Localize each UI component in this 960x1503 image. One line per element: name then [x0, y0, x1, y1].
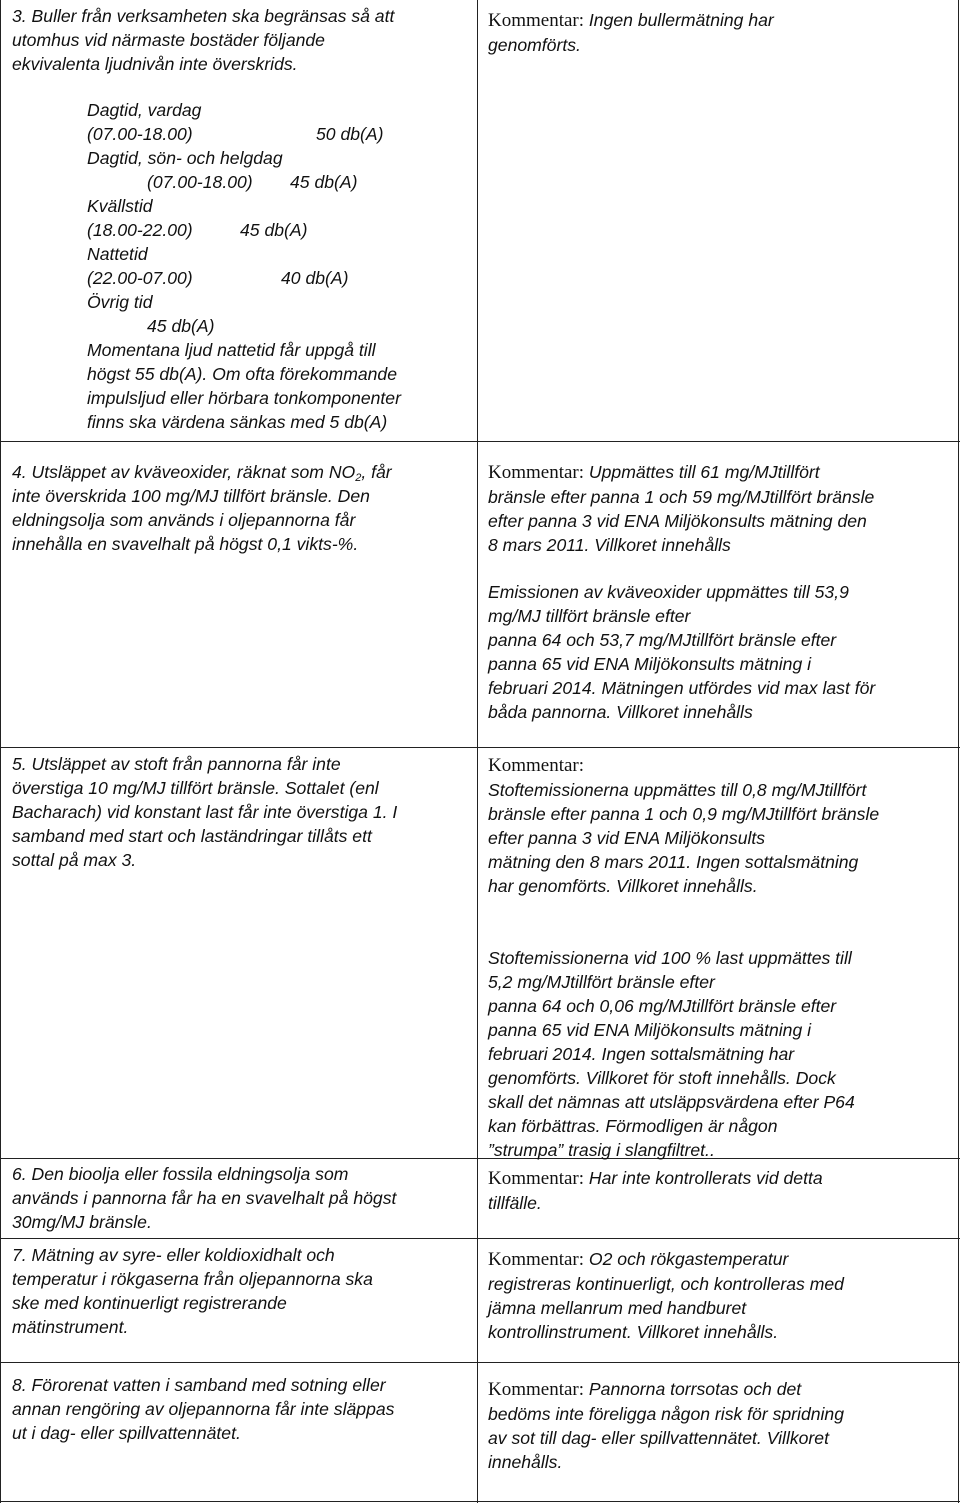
comment-line: båda pannorna. Villkoret innehålls	[488, 702, 753, 722]
comment-line: mätning den 8 mars 2011. Ingen sottalsmätning	[488, 852, 859, 872]
condition-line: temperatur i rökgaserna från oljepannorna ska	[12, 1269, 373, 1289]
comment-text: Ingen bullermätning har	[588, 10, 774, 30]
condition-line: samband med start och laständringar tillåts ett	[12, 826, 372, 846]
row-divider	[0, 747, 960, 748]
comment-label: Kommentar:	[488, 755, 585, 776]
condition-line: 8. Förorenat vatten i samband med sotning eller	[12, 1375, 386, 1395]
condition-8	[12, 1373, 472, 1445]
level-time: (18.00-22.00)	[87, 220, 193, 240]
comment-line: har genomförts. Villkoret innehålls.	[488, 876, 758, 896]
comment-7	[488, 1247, 950, 1344]
comment-line: Stoftemissionerna vid 100 % last uppmättes till	[488, 948, 852, 968]
comment-text: Pannorna torrsotas och det	[588, 1379, 802, 1399]
comment-line: tillfälle.	[488, 1193, 542, 1213]
noise-note	[87, 338, 472, 434]
comment-line: februari 2014. Ingen sottalsmätning har	[488, 1044, 795, 1064]
level-value: 40 db(A)	[281, 268, 349, 288]
condition-line: ekvivalenta ljudnivån inte överskrids.	[12, 54, 298, 74]
level-label: Dagtid, sön- och helgdag	[87, 148, 283, 168]
level-label: Dagtid, vardag	[87, 100, 202, 120]
level-label: Kvällstid	[87, 196, 153, 216]
comment-line: bränsle efter panna 1 och 59 mg/MJtillfört bränsle	[488, 487, 875, 507]
table-border-right	[958, 0, 959, 1503]
condition-line: utomhus vid närmaste bostäder följande	[12, 30, 325, 50]
note-line: impulsljud eller hörbara tonkomponenter	[87, 388, 401, 408]
condition-line: annan rengöring av oljepannorna får inte släppas	[12, 1399, 395, 1419]
comment-line: bränsle efter panna 1 och 0,9 mg/MJtillfört bränsle	[488, 804, 880, 824]
note-line: Momentana ljud nattetid får uppgå till	[87, 340, 376, 360]
condition-line: 7. Mätning av syre- eller koldioxidhalt och	[12, 1245, 335, 1265]
condition-line: mätinstrument.	[12, 1317, 129, 1337]
comment-5	[488, 754, 950, 898]
comment-4	[488, 460, 950, 557]
condition-line: 5. Utsläppet av stoft från pannorna får inte	[12, 754, 341, 774]
comment-line: mg/MJ tillfört bränsle efter	[488, 606, 691, 626]
level-value: 45 db(A)	[240, 220, 308, 240]
comment-line: ”strumpa” trasig i slangfiltret..	[488, 1140, 715, 1160]
comment-text: Uppmättes till 61 mg/MJtillfört	[588, 462, 820, 482]
condition-line: inte överskrida 100 mg/MJ tillfört bränsle. Den	[12, 486, 370, 506]
row-divider	[0, 1238, 960, 1239]
condition-line: sottal på max 3.	[12, 850, 137, 870]
comment-8	[488, 1377, 950, 1474]
condition-7	[12, 1243, 472, 1339]
condition-line: överstiga 10 mg/MJ tillfört bränsle. Sottalet (enl	[12, 778, 379, 798]
note-line: högst 55 db(A). Om ofta förekommande	[87, 364, 397, 384]
subscript: 2	[355, 472, 362, 484]
level-time: (22.00-07.00)	[87, 268, 193, 288]
column-divider	[477, 0, 478, 1503]
level-time: (07.00-18.00)	[147, 172, 253, 192]
comment-line: panna 65 vid ENA Miljökonsults mätning i	[488, 654, 812, 674]
comment-line: panna 65 vid ENA Miljökonsults mätning i	[488, 1020, 812, 1040]
comment-3	[488, 8, 950, 57]
comment-label: Kommentar:	[488, 1168, 585, 1189]
comment-line: februari 2014. Mätningen utfördes vid max last för	[488, 678, 876, 698]
row-divider	[0, 1362, 960, 1363]
comment-line: genomförts.	[488, 35, 581, 55]
comment-line: kontrollinstrument. Villkoret innehålls.	[488, 1322, 779, 1342]
row-divider	[0, 441, 960, 442]
comment-6	[488, 1166, 950, 1215]
level-value: 45 db(A)	[290, 172, 358, 192]
comment-line: panna 64 och 0,06 mg/MJtillfört bränsle efter	[488, 996, 837, 1016]
level-value: 45 db(A)	[147, 316, 215, 336]
comment-line: bedöms inte föreligga någon risk för spridning	[488, 1404, 844, 1424]
comment-text: O2 och rökgastemperatur	[588, 1249, 789, 1269]
comment-line: skall det nämnas att utsläppsvärdena efter P64	[488, 1092, 855, 1112]
comment-label: Kommentar:	[488, 462, 585, 483]
comment-line: registreras kontinuerligt, och kontrolleras med	[488, 1274, 844, 1294]
level-label: Nattetid	[87, 244, 148, 264]
condition-line: Bacharach) vid konstant last får inte överstiga 1. I	[12, 802, 398, 822]
condition-line: 30mg/MJ bränsle.	[12, 1212, 152, 1232]
comment-line: panna 64 och 53,7 mg/MJtillfört bränsle efter	[488, 630, 837, 650]
condition-line: eldningsolja som används i oljepannorna får	[12, 510, 356, 530]
comment-line: genomförts. Villkoret för stoft innehålls. Dock	[488, 1068, 836, 1088]
note-line: finns ska värdena sänkas med 5 db(A)	[87, 412, 388, 432]
condition-line: 3. Buller från verksamheten ska begränsas så att	[12, 6, 395, 26]
condition-line: ut i dag- eller spillvattennätet.	[12, 1423, 241, 1443]
condition-text: , får	[361, 462, 392, 482]
comment-4-extra	[488, 580, 950, 724]
comment-label: Kommentar:	[488, 1249, 585, 1270]
condition-line: 6. Den bioolja eller fossila eldningsolja som	[12, 1164, 349, 1184]
comment-label: Kommentar:	[488, 10, 585, 31]
comment-line: innehålls.	[488, 1452, 563, 1472]
table-border-bottom	[0, 1501, 960, 1502]
condition-text: 4. Utsläppet av kväveoxider, räknat som NO	[12, 462, 356, 482]
comment-line: av sot till dag- eller spillvattennätet. Villkoret	[488, 1428, 829, 1448]
comment-text: Har inte kontrollerats vid detta	[588, 1168, 823, 1188]
condition-5	[12, 752, 472, 872]
condition-6	[12, 1162, 472, 1234]
level-value: 50 db(A)	[316, 124, 384, 144]
condition-line: används i pannorna får ha en svavelhalt på högst	[12, 1188, 397, 1208]
comment-line: kan förbättras. Förmodligen är någon	[488, 1116, 778, 1136]
condition-line: innehålla en svavelhalt på högst 0,1 vikts-%.	[12, 534, 359, 554]
condition-4	[12, 460, 472, 556]
comment-5-extra	[488, 946, 950, 1162]
comment-label: Kommentar:	[488, 1379, 585, 1400]
comment-line: 5,2 mg/MJtillfört bränsle efter	[488, 972, 715, 992]
comment-line: jämna mellanrum med handburet	[488, 1298, 747, 1318]
condition-line: ske med kontinuerligt registrerande	[12, 1293, 287, 1313]
comment-line: Stoftemissionerna uppmättes till 0,8 mg/MJtillfört	[488, 780, 867, 800]
comment-line: 8 mars 2011. Villkoret innehålls	[488, 535, 731, 555]
level-label: Övrig tid	[87, 292, 153, 312]
level-time: (07.00-18.00)	[87, 124, 193, 144]
comment-line: efter panna 3 vid ENA Miljökonsults mätning den	[488, 511, 867, 531]
comment-line: efter panna 3 vid ENA Miljökonsults	[488, 828, 766, 848]
comment-line: Emissionen av kväveoxider uppmättes till 53,9	[488, 582, 849, 602]
